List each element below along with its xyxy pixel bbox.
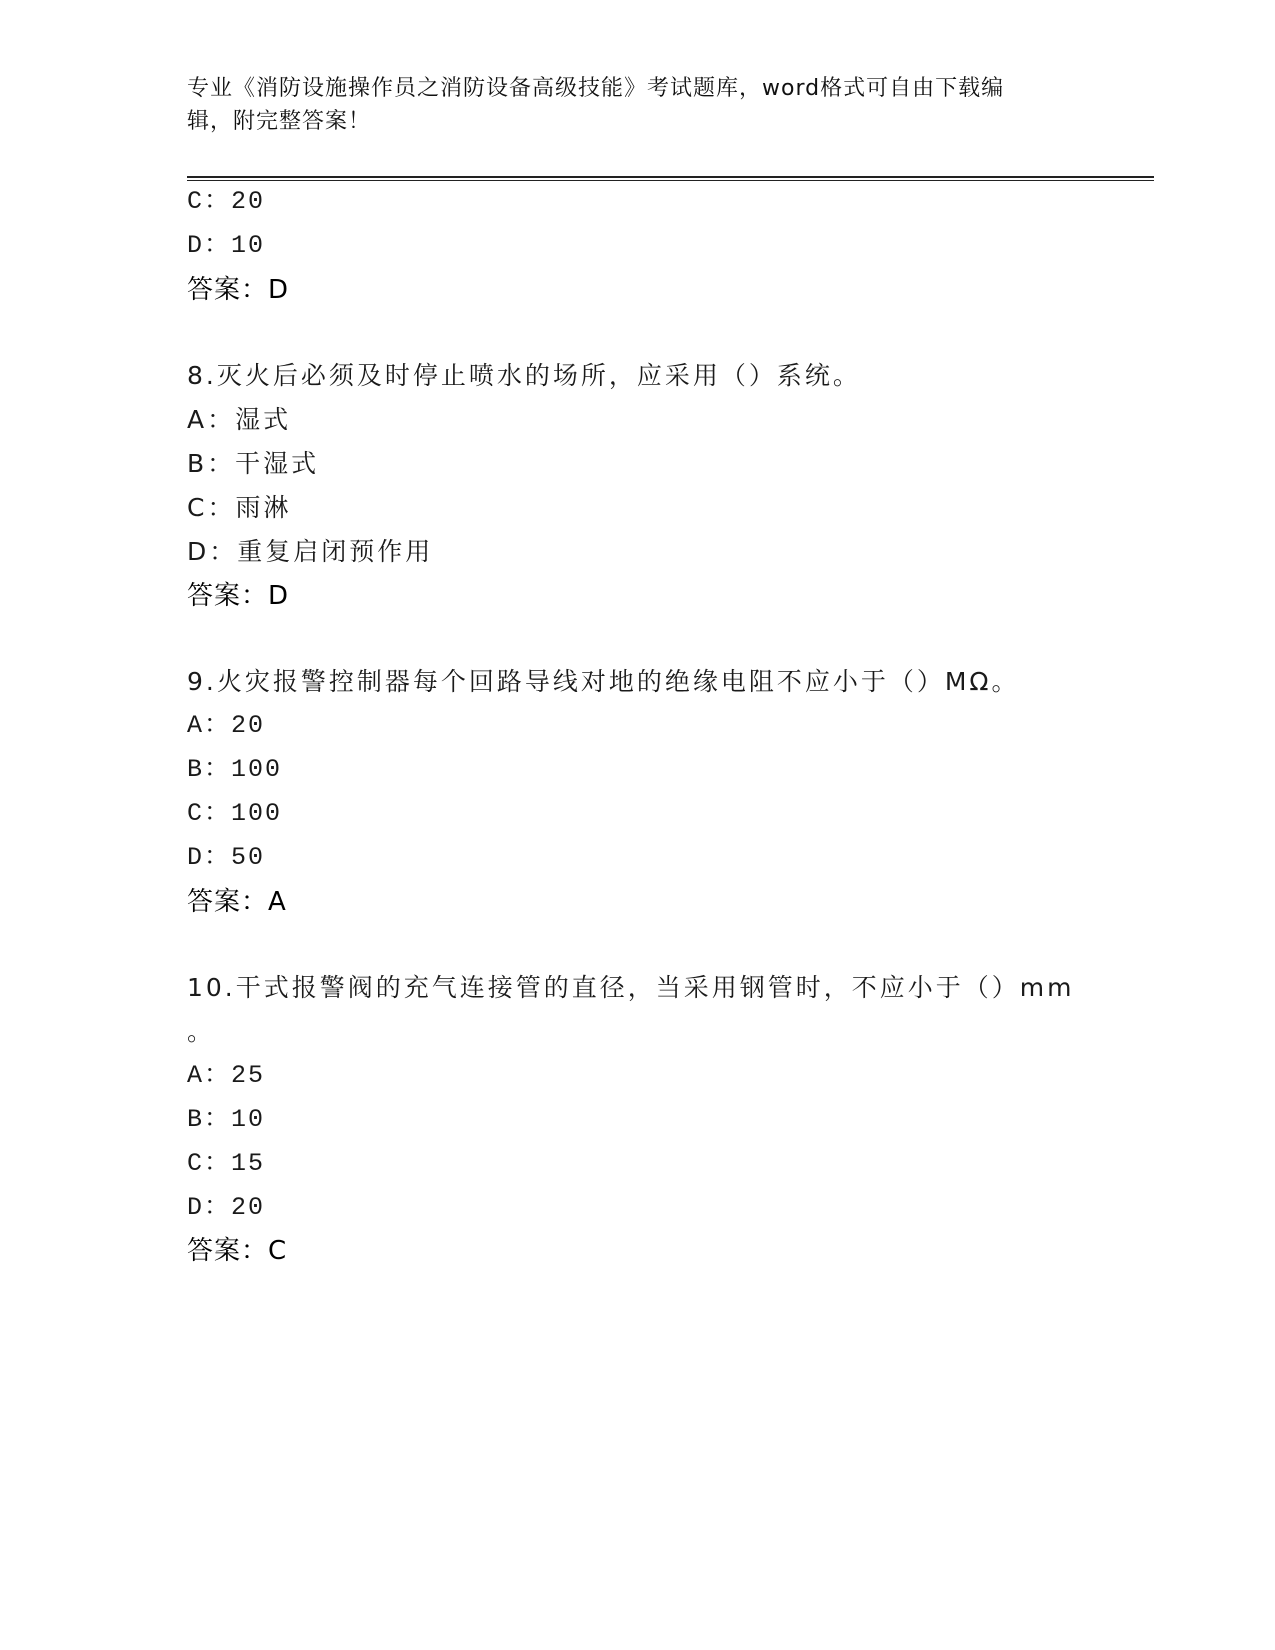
answer-label: 答案：D bbox=[187, 275, 290, 305]
document-header bbox=[187, 72, 1087, 138]
question-9-answer: 答案：A bbox=[187, 887, 287, 917]
question-8-answer: 答案：D bbox=[187, 581, 290, 611]
question-8-option-a: A：湿式 bbox=[187, 405, 292, 434]
question-9-option-a: A：20 bbox=[187, 711, 266, 740]
question-10-stem: 10.干式报警阀的充气连接管的直径，当采用钢管时，不应小于（）mm bbox=[187, 973, 1075, 1002]
question-9-option-b: B：100 bbox=[187, 755, 283, 784]
question-8-option-c: C：雨淋 bbox=[187, 493, 292, 522]
question-10-option-a: A：25 bbox=[187, 1061, 266, 1090]
question-8-option-d: D：重复启闭预作用 bbox=[187, 537, 434, 566]
header-line-1: 专业《消防设施操作员之消防设备高级技能》考试题库，word格式可自由下载编 bbox=[187, 76, 1005, 101]
option-d: D：10 bbox=[187, 231, 266, 260]
header-divider bbox=[187, 176, 1154, 181]
header-line-2: 辑，附完整答案！ bbox=[187, 109, 372, 134]
question-9-option-c: C：100 bbox=[187, 799, 283, 828]
question-10-option-d: D：20 bbox=[187, 1193, 266, 1222]
question-9-stem: 9.火灾报警控制器每个回路导线对地的绝缘电阻不应小于（）MΩ。 bbox=[187, 667, 1020, 696]
question-9-option-d: D：50 bbox=[187, 843, 266, 872]
question-10-option-c: C：15 bbox=[187, 1149, 266, 1178]
question-8-option-b: B：干湿式 bbox=[187, 449, 320, 478]
option-c: C：20 bbox=[187, 187, 266, 216]
question-8-stem: 8.灭火后必须及时停止喷水的场所，应采用（）系统。 bbox=[187, 361, 861, 390]
question-10-option-b: B：10 bbox=[187, 1105, 266, 1134]
question-10-answer: 答案：C bbox=[187, 1236, 288, 1266]
question-10-stem-continuation: 。 bbox=[187, 1017, 216, 1046]
